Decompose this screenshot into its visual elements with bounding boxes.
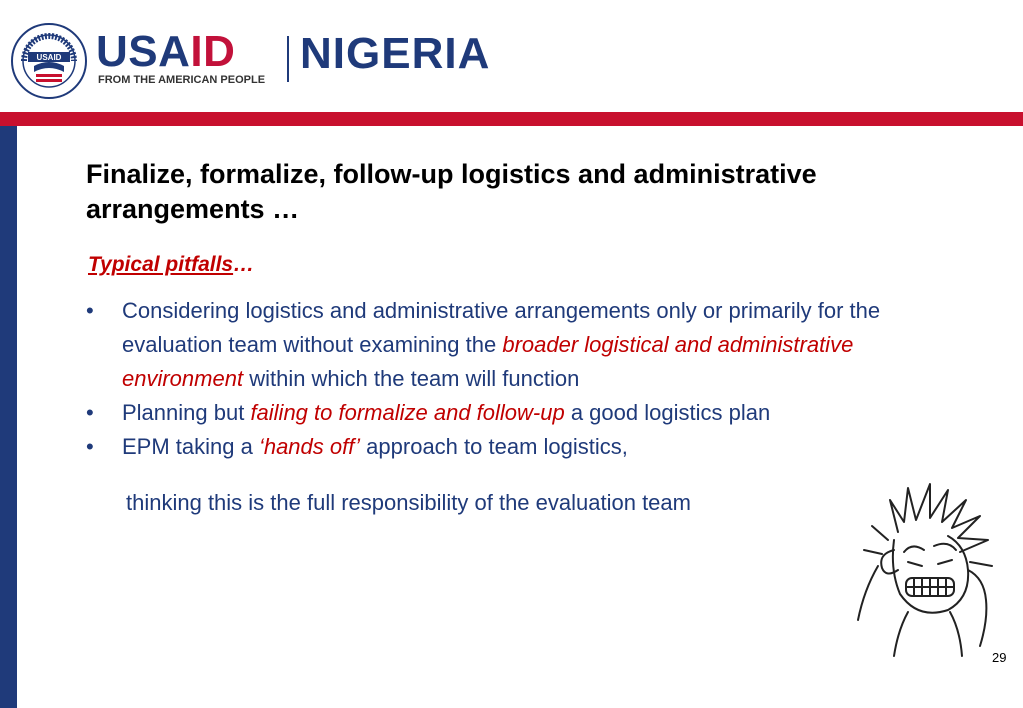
pitfalls-list: [84, 294, 944, 542]
bullet-text: Planning but: [122, 400, 251, 425]
frustrated-person-cartoon-icon: [838, 470, 1006, 660]
list-item: [84, 430, 944, 464]
bullet-highlight: failing to formalize and follow-up: [250, 400, 565, 425]
bullet-text: Considering logistics and administrative arrangements only or primarily for the evaluation team without examining the: [122, 298, 881, 357]
pitfalls-label: Typical pitfalls: [88, 253, 234, 276]
usaid-wordmark: [96, 27, 236, 76]
bullet-continuation: thinking this is the full responsibility of the evaluation team: [126, 490, 691, 515]
list-item: [84, 294, 944, 396]
country-name: NIGERIA: [300, 29, 491, 78]
page-number: 29: [992, 650, 1007, 665]
red-header-band: [0, 112, 1023, 126]
bullet-text: within which the team will function: [243, 366, 580, 391]
seal-label: USAID: [36, 53, 62, 62]
pitfalls-heading: [88, 253, 254, 277]
bullet-text: a good logistics plan: [564, 400, 771, 425]
usaid-wordmark-suffix: ID: [190, 27, 236, 76]
usaid-tagline: FROM THE AMERICAN PEOPLE: [98, 74, 266, 86]
bullet-highlight: broader logistical and administrative environment: [122, 332, 854, 391]
bullet-text: approach to team logistics,: [360, 434, 628, 459]
logo-divider: [287, 36, 289, 82]
usaid-wordmark-prefix: USA: [96, 27, 191, 76]
bullet-marker: •: [86, 400, 94, 425]
bullet-marker: •: [86, 434, 94, 459]
usaid-seal-icon: [10, 22, 88, 100]
bullet-text: EPM taking a: [122, 434, 259, 459]
bullet-marker: •: [86, 298, 94, 323]
slide-title: Finalize, formalize, follow-up logistics and administrative arrangements …: [86, 159, 817, 224]
pitfalls-ellipsis: …: [233, 253, 255, 276]
left-navy-bar: [0, 126, 17, 708]
list-item: [84, 396, 944, 430]
header: [0, 0, 1023, 112]
bullet-highlight: ‘hands off’: [258, 434, 361, 459]
